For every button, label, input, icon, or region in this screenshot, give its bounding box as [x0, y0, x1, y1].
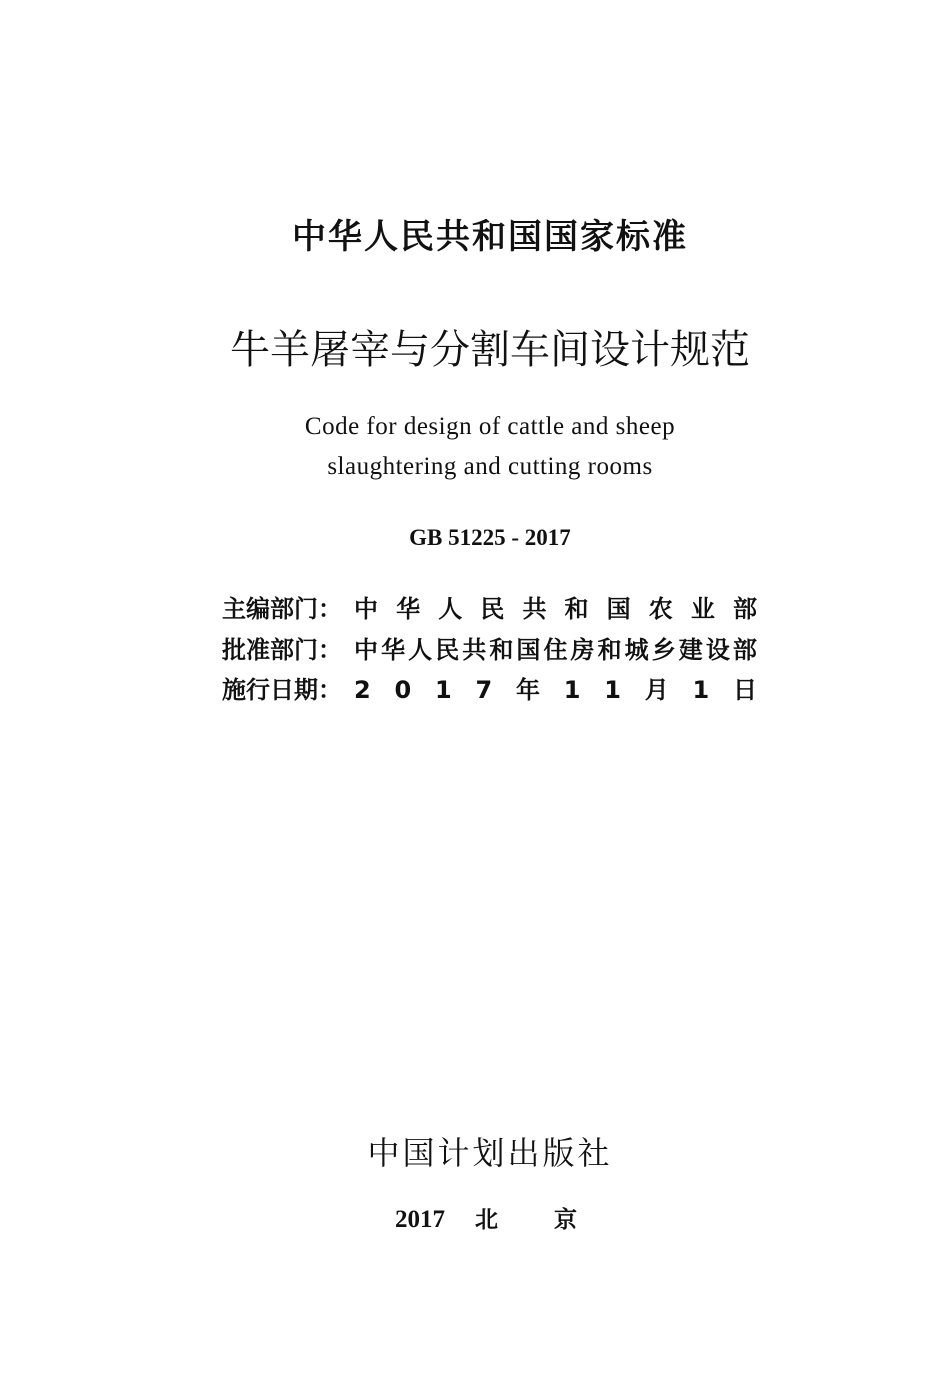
info-value-char: 华	[381, 636, 406, 664]
info-value-char: 部	[732, 636, 757, 664]
info-value-char: 2	[354, 676, 371, 704]
info-row-approving-department	[222, 634, 757, 666]
info-value-char: 1	[604, 676, 621, 704]
info-value	[354, 634, 757, 666]
info-value-char: 和	[489, 636, 514, 664]
info-value-char: 人	[438, 595, 463, 623]
info-value-char: 建	[678, 636, 703, 664]
info-value-char: 7	[475, 676, 493, 704]
info-value-char: 和	[564, 595, 589, 623]
standard-title-chinese: 牛羊屠宰与分割车间设计规范	[230, 327, 750, 373]
imprint-line	[395, 1205, 633, 1238]
info-label: 批准部门：	[222, 636, 342, 664]
info-value-char: 1	[563, 676, 581, 704]
standard-series-heading: 中华人民共和国国家标准	[292, 217, 688, 257]
info-value-char: 民	[480, 595, 505, 623]
info-label: 施行日期：	[222, 676, 342, 704]
info-value-char: 1	[692, 676, 710, 704]
info-value-char: 中	[354, 595, 378, 623]
info-value-char: 人	[408, 636, 433, 664]
info-value-char: 业	[690, 595, 715, 623]
info-value-char: 设	[705, 636, 730, 664]
info-value-char: 民	[435, 636, 460, 664]
info-value-char: 共	[462, 636, 487, 664]
info-value-char: 共	[522, 595, 547, 623]
info-value-char: 城	[624, 636, 649, 664]
info-value-char: 月	[644, 676, 669, 704]
info-value	[354, 593, 757, 625]
info-row-chief-editor	[222, 593, 757, 625]
info-value-char: 0	[394, 676, 412, 704]
info-label: 主编部门：	[222, 595, 342, 623]
info-value-char: 部	[732, 595, 757, 623]
info-value-char: 农	[648, 595, 673, 623]
publisher-name: 中国计划出版社	[367, 1134, 613, 1172]
standard-number: GB 51225 - 2017	[409, 525, 571, 550]
standard-title-english-line-1: Code for design of cattle and sheep	[304, 413, 676, 440]
info-value-char: 华	[396, 595, 421, 623]
info-value-char: 乡	[651, 636, 676, 664]
info-value-char: 住	[543, 636, 568, 664]
standard-title-english-line-2: slaughtering and cutting rooms	[327, 453, 653, 480]
info-value-char: 国	[606, 595, 631, 623]
info-row-effective-date	[222, 674, 757, 706]
info-value-char: 房	[570, 636, 595, 664]
info-value-char: 1	[434, 676, 452, 704]
imprint-year: 2017	[395, 1206, 445, 1233]
info-value-char: 国	[516, 636, 541, 664]
info-value-char: 年	[515, 676, 540, 704]
imprint-city: 北京	[475, 1207, 633, 1233]
info-value-char: 日	[732, 676, 757, 704]
info-value	[354, 674, 757, 706]
info-value-char: 和	[597, 636, 622, 664]
info-value-char: 中	[354, 636, 378, 664]
